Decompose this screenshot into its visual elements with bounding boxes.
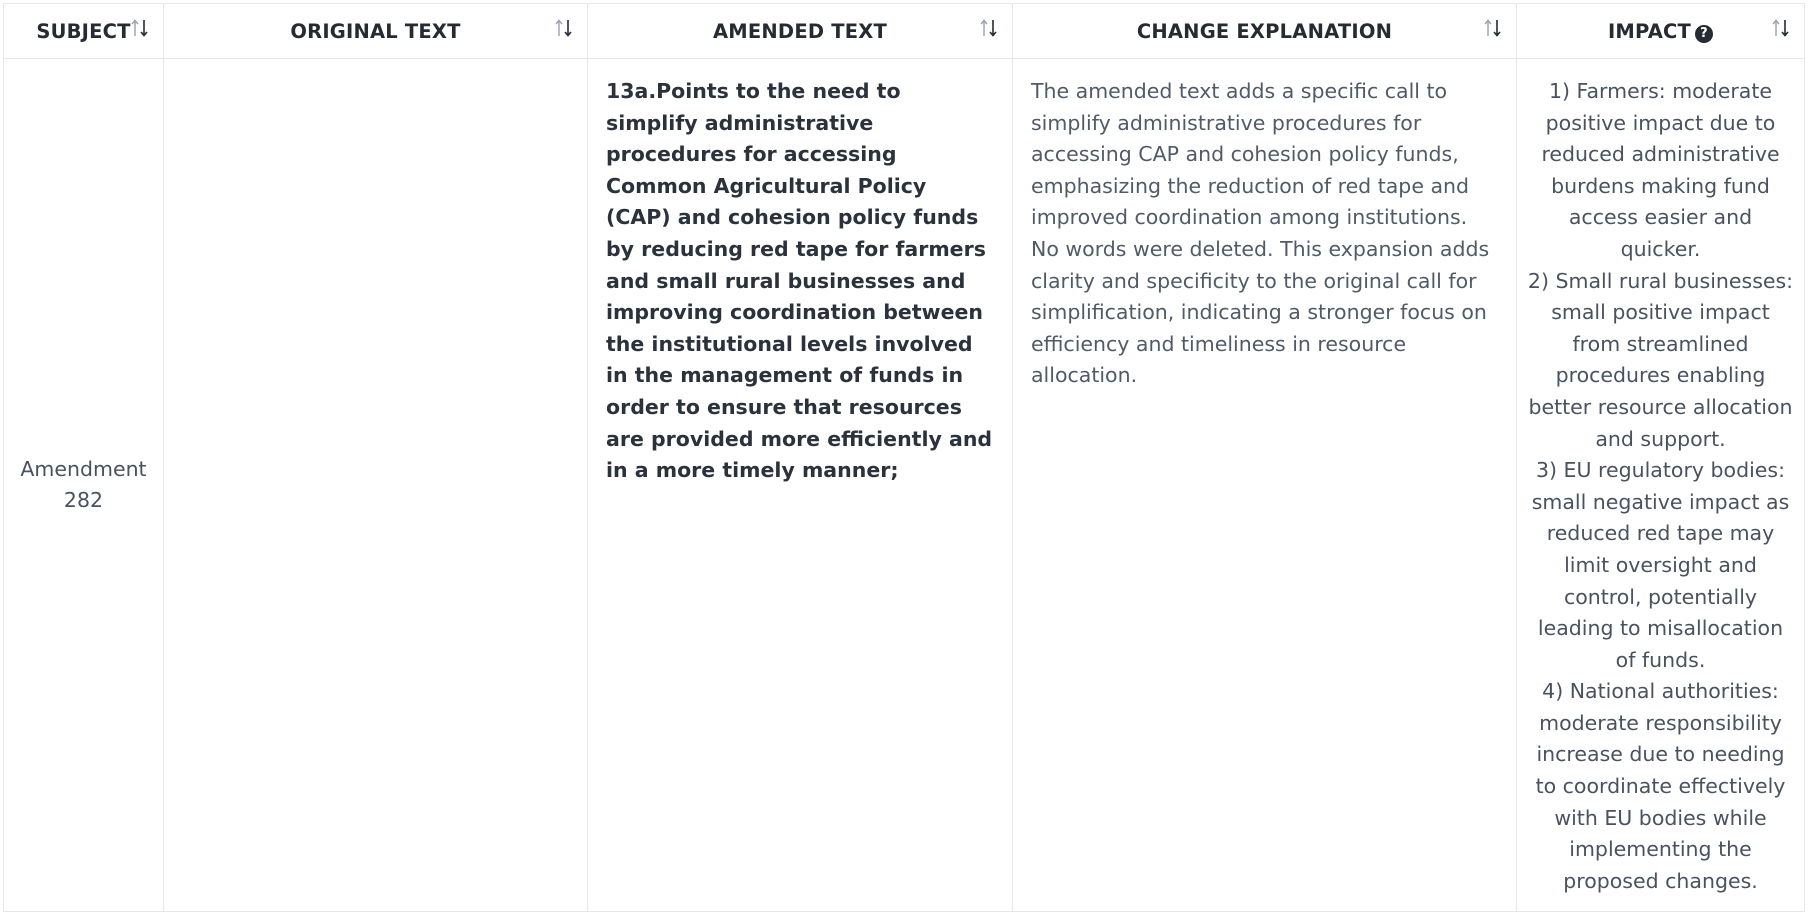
column-header-impact[interactable] bbox=[1517, 4, 1805, 59]
question-circle-icon[interactable]: ? bbox=[1695, 25, 1713, 43]
sort-arrows-icon[interactable] bbox=[978, 18, 1000, 38]
sort-arrows-icon[interactable] bbox=[553, 18, 575, 38]
column-header-amended-text-label: AMENDED TEXT bbox=[713, 19, 887, 43]
impact-item: 4) National authorities: moderate responsibility increase due to needing to coordinate effectively with EU bodies while implementing the proposed changes. bbox=[1535, 679, 1786, 893]
table-header-row bbox=[4, 4, 1805, 59]
amendments-table-container bbox=[3, 3, 1804, 912]
cell-change-explanation: The amended text adds a specific call to simplify administrative procedures for accessing CAP and cohesion policy funds, emphasizing the reduction of red tape and improved coordination among institutions. No words were deleted. This expansion adds clarity and specificity to the original call for simplification, indicating a stronger focus on efficiency and timeliness in resource allocation. bbox=[1013, 59, 1517, 912]
column-header-impact-label: IMPACT bbox=[1607, 19, 1692, 43]
cell-subject: Amendment 282 bbox=[4, 59, 164, 912]
column-header-subject-label: SUBJECT bbox=[36, 19, 131, 43]
sort-arrows-icon[interactable] bbox=[1482, 18, 1504, 38]
column-header-change-explanation[interactable] bbox=[1013, 4, 1517, 59]
impact-item: 1) Farmers: moderate positive impact due to reduced administrative burdens making fund access easier and quicker. bbox=[1541, 79, 1780, 261]
cell-original-text bbox=[164, 59, 588, 912]
amendments-table bbox=[3, 3, 1805, 912]
sort-arrows-icon[interactable] bbox=[129, 18, 151, 38]
column-header-original-text[interactable] bbox=[164, 4, 588, 59]
column-header-subject[interactable] bbox=[4, 4, 164, 59]
column-header-original-text-label: ORIGINAL TEXT bbox=[290, 19, 461, 43]
table-row bbox=[4, 59, 1805, 912]
column-header-amended-text[interactable] bbox=[588, 4, 1013, 59]
sort-arrows-icon[interactable] bbox=[1770, 18, 1792, 38]
impact-item: 3) EU regulatory bodies: small negative impact as reduced red tape may limit oversight and control, potentially leading to misallocation of funds. bbox=[1531, 458, 1790, 672]
column-header-change-explanation-label: CHANGE EXPLANATION bbox=[1136, 19, 1393, 43]
cell-impact bbox=[1517, 59, 1805, 912]
impact-item: 2) Small rural businesses: small positive impact from streamlined procedures enabling better resource allocation and support. bbox=[1527, 268, 1794, 451]
cell-amended-text: 13a.Points to the need to simplify administrative procedures for accessing Common Agricultural Policy (CAP) and cohesion policy funds by reducing red tape for farmers and small rural businesses and improving coordination between the institutional levels involved in the management of funds in order to ensure that resources are provided more efficiently and in a more timely manner; bbox=[588, 59, 1013, 912]
